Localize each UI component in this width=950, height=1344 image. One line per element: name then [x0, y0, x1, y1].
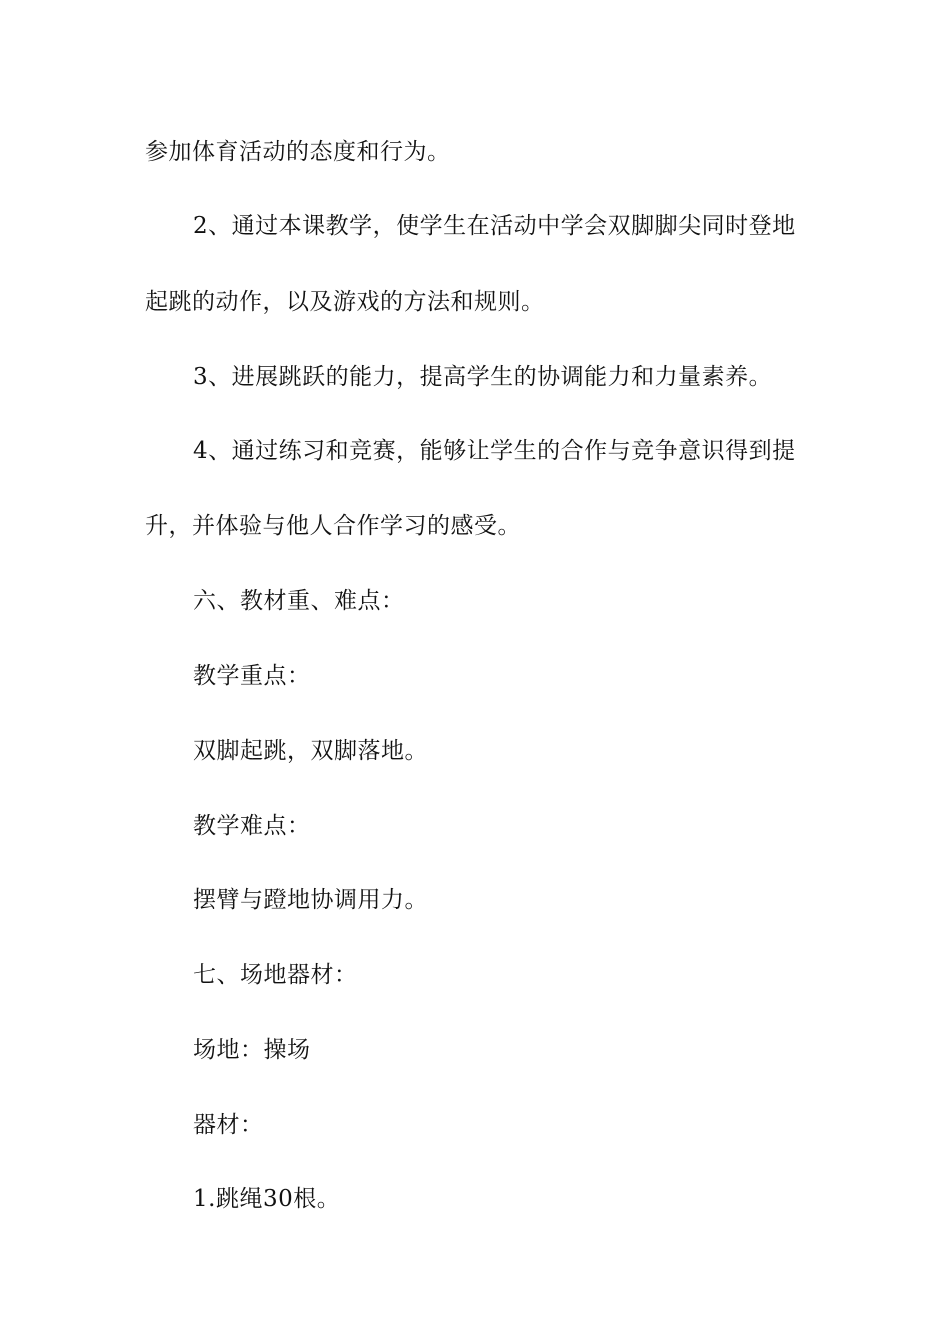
section-heading: 六、教材重、难点：: [193, 588, 405, 614]
paragraph-line: 参加体育活动的态度和行为。: [145, 139, 451, 165]
paragraph-line: 4、通过练习和竞赛，能够让学生的合作与竞争意识得到提: [193, 438, 796, 464]
paragraph-line: 升，并体验与他人合作学习的感受。: [145, 513, 521, 539]
subheading: 器材：: [193, 1112, 264, 1138]
subheading: 教学重点：: [193, 663, 311, 689]
list-item: 1.跳绳30根。: [193, 1186, 341, 1212]
section-heading: 七、场地器材：: [193, 962, 358, 988]
paragraph-line: 2、通过本课教学，使学生在活动中学会双脚脚尖同时登地: [193, 213, 796, 239]
paragraph-line: 双脚起跳，双脚落地。: [193, 738, 428, 764]
paragraph-line: 起跳的动作，以及游戏的方法和规则。: [145, 289, 545, 315]
paragraph-line: 3、进展跳跃的能力，提高学生的协调能力和力量素养。: [193, 364, 773, 390]
paragraph-line: 场地：操场: [193, 1037, 311, 1063]
paragraph-line: 摆臂与蹬地协调用力。: [193, 887, 428, 913]
subheading: 教学难点：: [193, 813, 311, 839]
